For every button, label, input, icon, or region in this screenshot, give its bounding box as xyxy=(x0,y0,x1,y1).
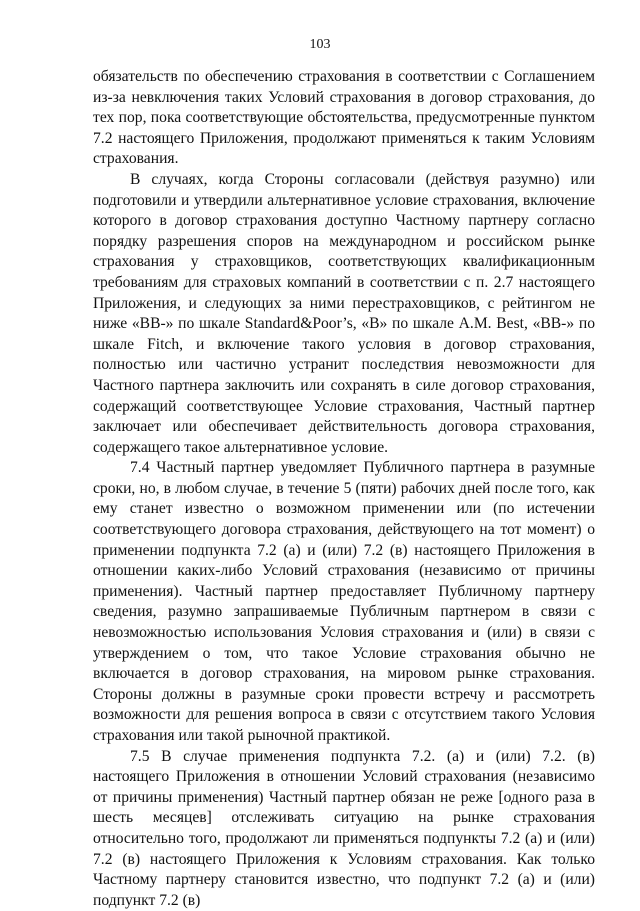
document-body xyxy=(93,67,595,911)
paragraph-7-5: 7.5 В случае применения подпункта 7.2. (а) и (или) 7.2. (в) настоящего Приложения в отношении Условий страхования (независимо от причины применения) Частный партнер обязан не реже [одного раза в шесть месяцев] отслеживать ситуацию на рынке страхования относительно того, продолжают ли применяться подпункты 7.2 (а) и (или) 7.2 (в) настоящего Приложения к Условиям страхования. Как только Частному партнеру становится известно, что подпункт 7.2 (а) и (или) подпункт 7.2 (в) xyxy=(93,747,595,909)
page-number: 103 xyxy=(309,37,331,52)
paragraph-7-4: 7.4 Частный партнер уведомляет Публичного партнера в разумные сроки, но, в любом случае, в течение 5 (пяти) рабочих дней после того, как ему станет известно о возможном применении или (по истечении соответствующего договора страхования, действующего на тот момент) о применении подпункта 7.2 (а) и (или) 7.2 (в) настоящего Приложения в отношении каких-либо Условий страхования (независимо от причины применения). Частный партнер предоставляет Публичному партнеру сведения, разумно запрашиваемые Публичным партнером в связи с невозможностью использования Условия страхования и (или) в связи с утверждением о том, что такое Условие страхования обычно не включается в договор страхования, на мировом рынке страхования. Стороны должны в разумные сроки провести встречу и рассмотреть возможности для решения вопроса в связи с отсутствием такого Условия страхования или такой рыночной практикой. xyxy=(93,459,595,744)
paragraph-continuation: обязательств по обеспечению страхования в соответствии с Соглашением из-за невключения таких Условий страхования в договор страхования, до тех пор, пока соответствующие обстоятельства, предусмотренные пунктом 7.2 настоящего Приложения, продолжают применяться к таким Условиям страхования. xyxy=(93,68,595,168)
paragraph-alternative-condition: В случаях, когда Стороны согласовали (действуя разумно) или подготовили и утвердили альтернативное условие страхования, включение которого в договор страхования доступно Частному партнеру согласно порядку разрешения споров на международном и российском рынке страхования у страховщиков, соответствующих квалификационным требованиям для страховых компаний в соответствии с п. 2.7 настоящего Приложения, и следующих за ними перестраховщиков, с рейтингом не ниже «BB-» по шкале Standard&Poor’s, «B» по шкале A.M. Best, «BB-» по шкале Fitch, и включение такого условия в договор страхования, полностью или частично устранит последствия невозможности для Частного партнера заключить или сохранять в силе договор страхования, содержащий соответствующее Условие страхования, Частный партнер заключает или обеспечивает действительность договора страхования, содержащего такое альтернативное условие. xyxy=(93,170,595,456)
